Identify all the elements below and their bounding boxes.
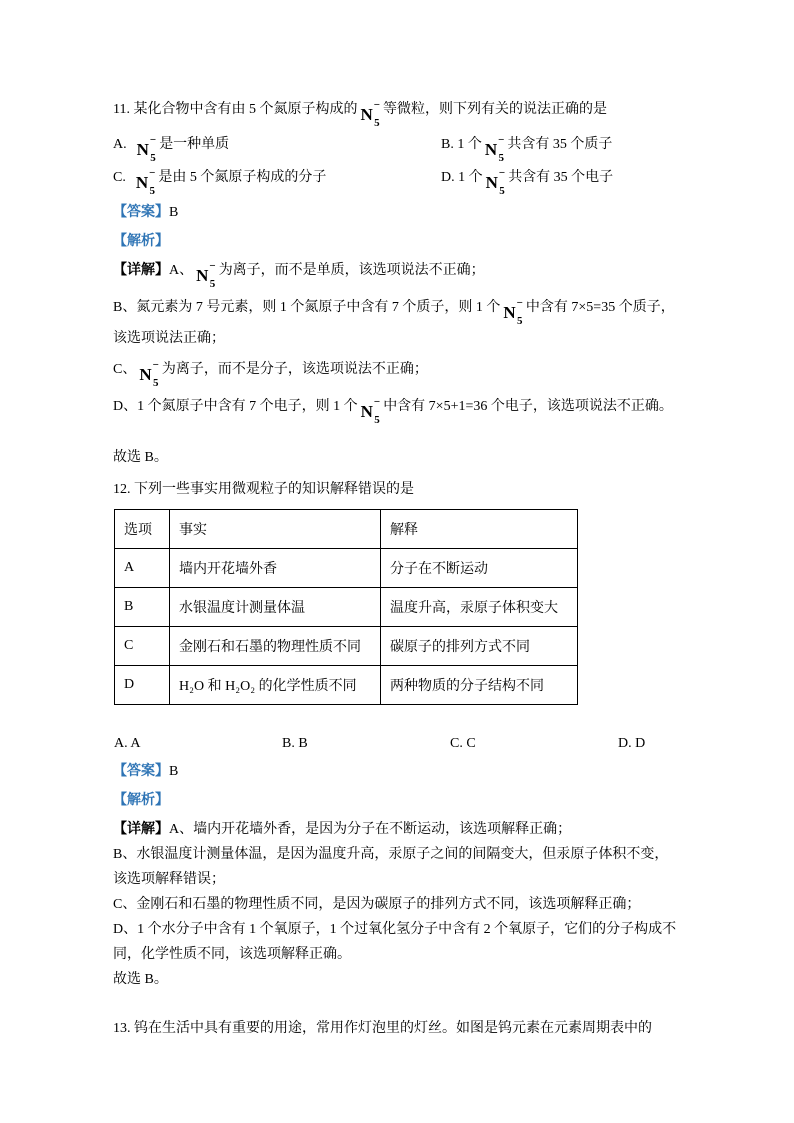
question-11-stem: [113, 97, 681, 128]
n5-charge: −: [209, 260, 216, 272]
q11-conclusion-text: 故选 B。: [113, 450, 168, 465]
q12-table-header-option: 选项: [115, 510, 170, 549]
n5-charge: −: [498, 134, 505, 146]
q12-option-a: A. A: [114, 736, 141, 751]
n5-charge: −: [152, 359, 159, 371]
q11-option-c-post: 是由 5 个氮原子构成的分子: [158, 170, 327, 185]
detail-label: 【详解】: [113, 822, 169, 837]
n5-count: 5: [153, 377, 159, 389]
n5-formula: [196, 262, 216, 289]
q11-option-a-pre: A.: [113, 137, 134, 152]
n5-count: 5: [374, 117, 380, 129]
question-13-stem: [113, 1016, 681, 1041]
table-cell: A: [115, 549, 170, 588]
q11-option-c-pre: C.: [113, 170, 133, 185]
q12-detail-d: [113, 917, 681, 967]
q11-detail-d-pre: D、1 个氮原子中含有 7 个电子，则 1 个: [113, 399, 358, 414]
q12-table-header-explanation: 解释: [381, 510, 578, 549]
n5-formula: [139, 361, 159, 388]
q11-stem-pre: 11. 某化合物中含有由 5 个氮原子构成的: [113, 102, 358, 117]
table-row: [115, 549, 578, 588]
n5-count: 5: [149, 185, 156, 197]
answer-label: 【答案】: [113, 764, 169, 779]
q11-option-c: [113, 166, 441, 196]
n5-charge: −: [498, 167, 506, 179]
n5-formula: [360, 101, 380, 128]
table-cell: C: [115, 627, 170, 666]
n5-charge: −: [149, 167, 156, 179]
n5-charge: −: [373, 396, 381, 408]
q11-stem-post: 等微粒，则下列有关的说法正确的是: [383, 102, 608, 117]
n5-count: 5: [150, 152, 156, 164]
q11-options: [113, 133, 681, 196]
q13-stem-text: 13. 钨在生活中具有重要的用途，常用作灯泡里的灯丝。如图是钨元素在元素周期表中的: [113, 1021, 652, 1036]
table-cell: 碳原子的排列方式不同: [381, 627, 578, 666]
q12-conclusion: [113, 967, 681, 992]
q11-detail-d: [113, 394, 681, 425]
q11-option-a: [113, 133, 441, 163]
n5-symbol: N: [136, 140, 149, 159]
table-cell: 金刚石和石墨的物理性质不同: [170, 627, 381, 666]
n5-stack: [374, 101, 380, 128]
q11-option-d-post: 共含有 35 个电子: [508, 170, 614, 185]
table-row: [115, 627, 578, 666]
n5-symbol: N: [139, 365, 152, 384]
analysis-label: 【解析】: [113, 234, 169, 249]
q11-analysis-line: [113, 229, 681, 254]
n5-symbol: N: [484, 140, 498, 159]
table-cell: D: [115, 666, 170, 705]
q12-option-d: D. D: [618, 736, 646, 751]
q12-detail-a-text: A、墙内开花墙外香，是因为分子在不断运动，该选项解释正确；: [169, 822, 572, 837]
q12-answer-value: B: [169, 764, 179, 779]
q12-answer-line: [113, 759, 681, 784]
q11-conclusion: [113, 445, 681, 470]
n5-formula: [485, 136, 505, 163]
n5-symbol: N: [360, 105, 373, 124]
q12-option-b: B. B: [282, 736, 308, 751]
n5-stack: [149, 169, 155, 196]
n5-formula: [137, 136, 157, 163]
q11-option-d: [441, 166, 681, 196]
table-cell: 水银温度计测量体温: [170, 588, 381, 627]
n5-symbol: N: [485, 173, 498, 192]
q11-detail-a: [113, 258, 681, 289]
q12-detail-d-text: D、1 个水分子中含有 1 个氧原子，1 个过氧化氢分子中含有 2 个氧原子，它们的分子构成不同，化学性质不同，该选项解释正确。: [113, 922, 677, 962]
n5-symbol: N: [196, 266, 209, 285]
detail-label: 【详解】: [113, 263, 169, 278]
q12-detail-b: [113, 842, 681, 892]
n5-symbol: N: [503, 303, 516, 322]
q11-detail-a-pre: A、: [169, 263, 194, 278]
table-cell: B: [115, 588, 170, 627]
n5-charge: −: [373, 99, 381, 111]
q11-detail-c-pre: C、: [113, 362, 137, 377]
table-cell: H₂O 和 H₂O₂ 的化学性质不同: [170, 666, 381, 705]
n5-stack: [499, 169, 505, 196]
q11-option-b: [441, 133, 681, 163]
q12-detail-a: [113, 817, 681, 842]
q12-table: [114, 509, 578, 705]
q12-stem-text: 12. 下列一些事实用微观粒子的知识解释错误的是: [113, 482, 414, 497]
n5-stack: [150, 136, 156, 163]
n5-formula: [361, 398, 381, 425]
question-12-stem: [113, 477, 681, 502]
n5-count: 5: [498, 152, 505, 164]
analysis-label: 【解析】: [113, 793, 169, 808]
n5-stack: [209, 262, 215, 289]
n5-symbol: N: [360, 402, 373, 421]
q11-option-d-pre: D. 1 个: [441, 170, 483, 185]
q11-detail-c-post: 为离子，而不是分子，该选项说法不正确；: [161, 362, 428, 377]
q11-answer-line: [113, 200, 681, 225]
n5-symbol: N: [135, 173, 149, 192]
n5-charge: −: [516, 297, 523, 309]
q12-detail-c-text: C、金刚石和石墨的物理性质不同，是因为碳原子的排列方式不同，该选项解释正确；: [113, 897, 641, 912]
table-row: [115, 666, 578, 705]
n5-formula: [486, 169, 506, 196]
q11-option-b-post: 共含有 35 个质子: [507, 137, 613, 152]
n5-formula: [136, 169, 156, 196]
n5-count: 5: [374, 414, 380, 426]
q12-options: [114, 731, 681, 756]
q12-conclusion-text: 故选 B。: [113, 972, 168, 987]
n5-stack: [517, 299, 523, 326]
q11-detail-b-pre: B、氮元素为 7 号元素，则 1 个氮原子中含有 7 个质子，则 1 个: [113, 300, 501, 315]
table-cell: 墙内开花墙外香: [170, 549, 381, 588]
answer-label: 【答案】: [113, 205, 169, 220]
table-row: [115, 588, 578, 627]
table-header-row: [115, 510, 578, 549]
table-cell: 分子在不断运动: [381, 549, 578, 588]
q11-option-b-pre: B. 1 个: [441, 137, 482, 152]
n5-count: 5: [517, 315, 523, 327]
q11-detail-c: [113, 357, 681, 388]
n5-formula: [503, 299, 523, 326]
q11-answer-value: B: [169, 205, 179, 220]
q11-detail-a-post: 为离子，而不是单质，该选项说法不正确；: [218, 263, 485, 278]
q11-option-a-post: 是一种单质: [159, 137, 230, 152]
n5-stack: [498, 136, 504, 163]
q11-detail-b: [113, 295, 681, 351]
q12-analysis-line: [113, 788, 681, 813]
n5-count: 5: [209, 278, 216, 290]
q12-option-c: C. C: [450, 736, 476, 751]
q11-detail-b-post: 中含有 7×5=35 个质子，该选项说法正确；: [113, 300, 675, 346]
n5-stack: [374, 398, 380, 425]
q12-detail-c: [113, 892, 681, 917]
table-cell: 温度升高，汞原子体积变大: [381, 588, 578, 627]
table-cell: 两种物质的分子结构不同: [381, 666, 578, 705]
q12-table-header-fact: 事实: [170, 510, 381, 549]
n5-count: 5: [499, 185, 505, 197]
n5-stack: [153, 361, 159, 388]
q12-detail-b-text: B、水银温度计测量体温，是因为温度升高，汞原子之间的间隔变大，但汞原子体积不变，该选项解释错误；: [113, 847, 669, 887]
n5-charge: −: [149, 134, 157, 146]
q11-detail-d-post: 中含有 7×5+1=36 个电子，该选项说法不正确。: [383, 399, 673, 414]
